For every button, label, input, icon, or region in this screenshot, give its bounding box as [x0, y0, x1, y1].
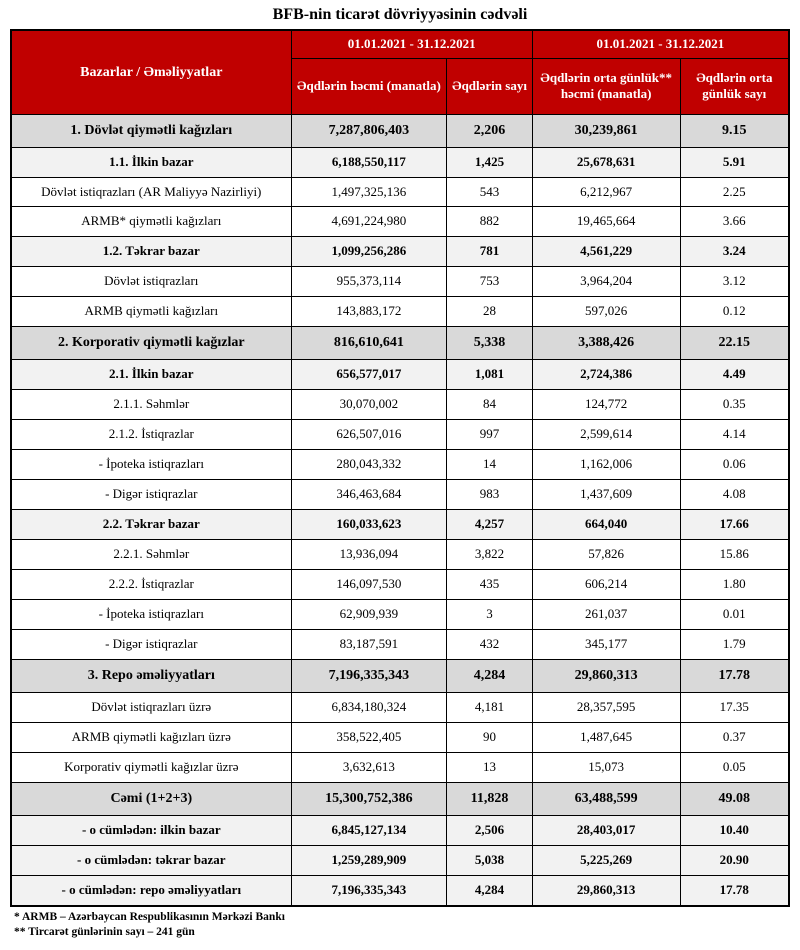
table-row — [11, 237, 789, 267]
row-label: - o cümlədən: repo əməliyyatları — [11, 875, 291, 905]
row-count-cell: 1,081 — [447, 360, 533, 390]
row-daily-count-cell: 0.06 — [680, 450, 789, 480]
row-count-cell: 432 — [447, 629, 533, 659]
table-row — [11, 782, 789, 815]
row-volume-cell: 7,287,806,403 — [291, 114, 447, 147]
row-daily-count-cell: 9.15 — [680, 114, 789, 147]
row-count-cell: 435 — [447, 569, 533, 599]
row-label: - Digər istiqrazlar — [11, 629, 291, 659]
col-header-volume: Əqdlərin həcmi (manatla) — [291, 58, 447, 114]
row-daily-count-cell: 4.14 — [680, 420, 789, 450]
row-count-cell: 4,257 — [447, 510, 533, 540]
row-volume-cell: 955,373,114 — [291, 267, 447, 297]
row-daily-count-cell: 17.78 — [680, 875, 789, 905]
row-count-cell: 1,425 — [447, 147, 533, 177]
table-row — [11, 752, 789, 782]
row-daily-count-cell: 3.24 — [680, 237, 789, 267]
row-daily-volume-cell: 1,487,645 — [532, 722, 680, 752]
row-daily-volume-cell: 3,388,426 — [532, 327, 680, 360]
table-row — [11, 510, 789, 540]
table-row — [11, 420, 789, 450]
row-count-cell: 4,181 — [447, 692, 533, 722]
header-period-row — [11, 30, 789, 58]
table-row — [11, 450, 789, 480]
row-label: Dövlət istiqrazları üzrə — [11, 692, 291, 722]
row-count-cell: 5,338 — [447, 327, 533, 360]
row-daily-volume-cell: 57,826 — [532, 539, 680, 569]
row-volume-cell: 346,463,684 — [291, 480, 447, 510]
row-daily-volume-cell: 29,860,313 — [532, 875, 680, 905]
row-daily-volume-cell: 15,073 — [532, 752, 680, 782]
row-count-cell: 781 — [447, 237, 533, 267]
row-count-cell: 5,038 — [447, 845, 533, 875]
row-daily-count-cell: 4.08 — [680, 480, 789, 510]
row-daily-count-cell: 0.01 — [680, 599, 789, 629]
row-volume-cell: 7,196,335,343 — [291, 875, 447, 905]
row-count-cell: 14 — [447, 450, 533, 480]
row-label: 1.2. Təkrar bazar — [11, 237, 291, 267]
row-label: - o cümlədən: təkrar bazar — [11, 845, 291, 875]
row-label: ARMB* qiymətli kağızları — [11, 207, 291, 237]
row-label: - o cümlədən: ilkin bazar — [11, 815, 291, 845]
row-label: 2.1.2. İstiqrazlar — [11, 420, 291, 450]
row-daily-volume-cell: 28,403,017 — [532, 815, 680, 845]
row-daily-volume-cell: 5,225,269 — [532, 845, 680, 875]
row-daily-volume-cell: 606,214 — [532, 569, 680, 599]
row-daily-count-cell: 22.15 — [680, 327, 789, 360]
footnote-armb: * ARMB – Azərbaycan Respublikasının Mərkəzi Bankı — [14, 910, 285, 923]
row-count-cell: 2,206 — [447, 114, 533, 147]
footnote-trading-days: ** Tircarət günlərinin sayı – 241 gün — [14, 926, 195, 939]
row-count-cell: 11,828 — [447, 782, 533, 815]
row-daily-count-cell: 0.35 — [680, 390, 789, 420]
row-daily-count-cell: 20.90 — [680, 845, 789, 875]
row-volume-cell: 626,507,016 — [291, 420, 447, 450]
table-row — [11, 177, 789, 207]
row-volume-cell: 146,097,530 — [291, 569, 447, 599]
table-row — [11, 722, 789, 752]
row-daily-volume-cell: 29,860,313 — [532, 659, 680, 692]
row-daily-count-cell: 3.66 — [680, 207, 789, 237]
row-daily-count-cell: 17.66 — [680, 510, 789, 540]
row-volume-cell: 3,632,613 — [291, 752, 447, 782]
table-row — [11, 207, 789, 237]
row-daily-count-cell: 17.35 — [680, 692, 789, 722]
row-volume-cell: 6,188,550,117 — [291, 147, 447, 177]
row-daily-count-cell: 0.05 — [680, 752, 789, 782]
row-label: - İpoteka istiqrazları — [11, 599, 291, 629]
row-count-cell: 997 — [447, 420, 533, 450]
table-row — [11, 569, 789, 599]
table-row — [11, 539, 789, 569]
table-row — [11, 480, 789, 510]
row-daily-volume-cell: 4,561,229 — [532, 237, 680, 267]
row-volume-cell: 83,187,591 — [291, 629, 447, 659]
row-volume-cell: 6,845,127,134 — [291, 815, 447, 845]
row-daily-volume-cell: 19,465,664 — [532, 207, 680, 237]
row-count-cell: 882 — [447, 207, 533, 237]
col-header-count: Əqdlərin sayı — [447, 58, 533, 114]
row-label: Korporativ qiymətli kağızlar üzrə — [11, 752, 291, 782]
row-daily-count-cell: 1.79 — [680, 629, 789, 659]
row-daily-volume-cell: 1,437,609 — [532, 480, 680, 510]
row-daily-count-cell: 5.91 — [680, 147, 789, 177]
row-label: Dövlət istiqrazları (AR Maliyyə Nazirliyi) — [11, 177, 291, 207]
table-row — [11, 267, 789, 297]
row-count-cell: 2,506 — [447, 815, 533, 845]
row-count-cell: 983 — [447, 480, 533, 510]
row-daily-count-cell: 1.80 — [680, 569, 789, 599]
row-daily-volume-cell: 2,724,386 — [532, 360, 680, 390]
row-daily-volume-cell: 30,239,861 — [532, 114, 680, 147]
row-count-cell: 90 — [447, 722, 533, 752]
row-label: 3. Repo əməliyyatları — [11, 659, 291, 692]
row-count-cell: 3 — [447, 599, 533, 629]
page-title: BFB-nin ticarət dövriyyəsinin cədvəli — [272, 6, 528, 23]
row-daily-volume-cell: 124,772 — [532, 390, 680, 420]
row-label: - İpoteka istiqrazları — [11, 450, 291, 480]
row-volume-cell: 30,070,002 — [291, 390, 447, 420]
table-row — [11, 390, 789, 420]
row-volume-cell: 143,883,172 — [291, 297, 447, 327]
row-daily-count-cell: 10.40 — [680, 815, 789, 845]
row-daily-count-cell: 4.49 — [680, 360, 789, 390]
row-daily-volume-cell: 6,212,967 — [532, 177, 680, 207]
row-label: 2.1. İlkin bazar — [11, 360, 291, 390]
row-daily-volume-cell: 28,357,595 — [532, 692, 680, 722]
row-daily-count-cell: 2.25 — [680, 177, 789, 207]
table-row — [11, 599, 789, 629]
table-row — [11, 815, 789, 845]
row-volume-cell: 62,909,939 — [291, 599, 447, 629]
turnover-table — [10, 29, 790, 907]
table-row — [11, 845, 789, 875]
row-count-cell: 4,284 — [447, 659, 533, 692]
row-daily-count-cell: 49.08 — [680, 782, 789, 815]
row-volume-cell: 6,834,180,324 — [291, 692, 447, 722]
row-count-cell: 28 — [447, 297, 533, 327]
row-label: 1. Dövlət qiymətli kağızları — [11, 114, 291, 147]
table-row — [11, 629, 789, 659]
row-label: 2.2.2. İstiqrazlar — [11, 569, 291, 599]
period-header-1: 01.01.2021 - 31.12.2021 — [291, 30, 532, 58]
row-volume-cell: 816,610,641 — [291, 327, 447, 360]
table-row — [11, 875, 789, 905]
row-label: Dövlət istiqrazları — [11, 267, 291, 297]
table-row — [11, 692, 789, 722]
row-daily-volume-cell: 597,026 — [532, 297, 680, 327]
period-header-2: 01.01.2021 - 31.12.2021 — [532, 30, 789, 58]
row-label: - Digər istiqrazlar — [11, 480, 291, 510]
row-volume-cell: 1,099,256,286 — [291, 237, 447, 267]
row-daily-volume-cell: 25,678,631 — [532, 147, 680, 177]
row-daily-count-cell: 17.78 — [680, 659, 789, 692]
row-count-cell: 4,284 — [447, 875, 533, 905]
row-volume-cell: 15,300,752,386 — [291, 782, 447, 815]
row-count-cell: 84 — [447, 390, 533, 420]
row-label: Cəmi (1+2+3) — [11, 782, 291, 815]
row-volume-cell: 13,936,094 — [291, 539, 447, 569]
row-daily-volume-cell: 345,177 — [532, 629, 680, 659]
col-header-daily-volume: Əqdlərin orta günlük** həcmi (manatla) — [532, 58, 680, 114]
row-label: 2.2.1. Səhmlər — [11, 539, 291, 569]
row-label: 1.1. İlkin bazar — [11, 147, 291, 177]
row-count-cell: 543 — [447, 177, 533, 207]
table-row — [11, 147, 789, 177]
table-header — [11, 30, 789, 114]
row-volume-cell: 1,259,289,909 — [291, 845, 447, 875]
row-volume-cell: 1,497,325,136 — [291, 177, 447, 207]
table-row — [11, 360, 789, 390]
table-row — [11, 114, 789, 147]
row-daily-volume-cell: 261,037 — [532, 599, 680, 629]
row-label: 2.2. Təkrar bazar — [11, 510, 291, 540]
row-daily-volume-cell: 3,964,204 — [532, 267, 680, 297]
footnotes — [10, 910, 790, 941]
row-daily-count-cell: 0.37 — [680, 722, 789, 752]
corner-header-cell: Bazarlar / Əməliyyatlar — [11, 30, 291, 114]
row-daily-volume-cell: 664,040 — [532, 510, 680, 540]
row-label: 2. Korporativ qiymətli kağızlar — [11, 327, 291, 360]
row-volume-cell: 160,033,623 — [291, 510, 447, 540]
row-daily-volume-cell: 2,599,614 — [532, 420, 680, 450]
row-volume-cell: 7,196,335,343 — [291, 659, 447, 692]
table-row — [11, 659, 789, 692]
row-daily-count-cell: 0.12 — [680, 297, 789, 327]
row-volume-cell: 656,577,017 — [291, 360, 447, 390]
row-label: ARMB qiymətli kağızları üzrə — [11, 722, 291, 752]
row-count-cell: 753 — [447, 267, 533, 297]
table-body — [11, 114, 789, 906]
row-daily-volume-cell: 1,162,006 — [532, 450, 680, 480]
row-count-cell: 3,822 — [447, 539, 533, 569]
row-volume-cell: 280,043,332 — [291, 450, 447, 480]
row-count-cell: 13 — [447, 752, 533, 782]
table-row — [11, 297, 789, 327]
row-volume-cell: 4,691,224,980 — [291, 207, 447, 237]
row-daily-count-cell: 15.86 — [680, 539, 789, 569]
row-label: ARMB qiymətli kağızları — [11, 297, 291, 327]
row-daily-count-cell: 3.12 — [680, 267, 789, 297]
col-header-daily-count: Əqdlərin orta günlük sayı — [680, 58, 789, 114]
row-label: 2.1.1. Səhmlər — [11, 390, 291, 420]
table-row — [11, 327, 789, 360]
row-daily-volume-cell: 63,488,599 — [532, 782, 680, 815]
row-volume-cell: 358,522,405 — [291, 722, 447, 752]
